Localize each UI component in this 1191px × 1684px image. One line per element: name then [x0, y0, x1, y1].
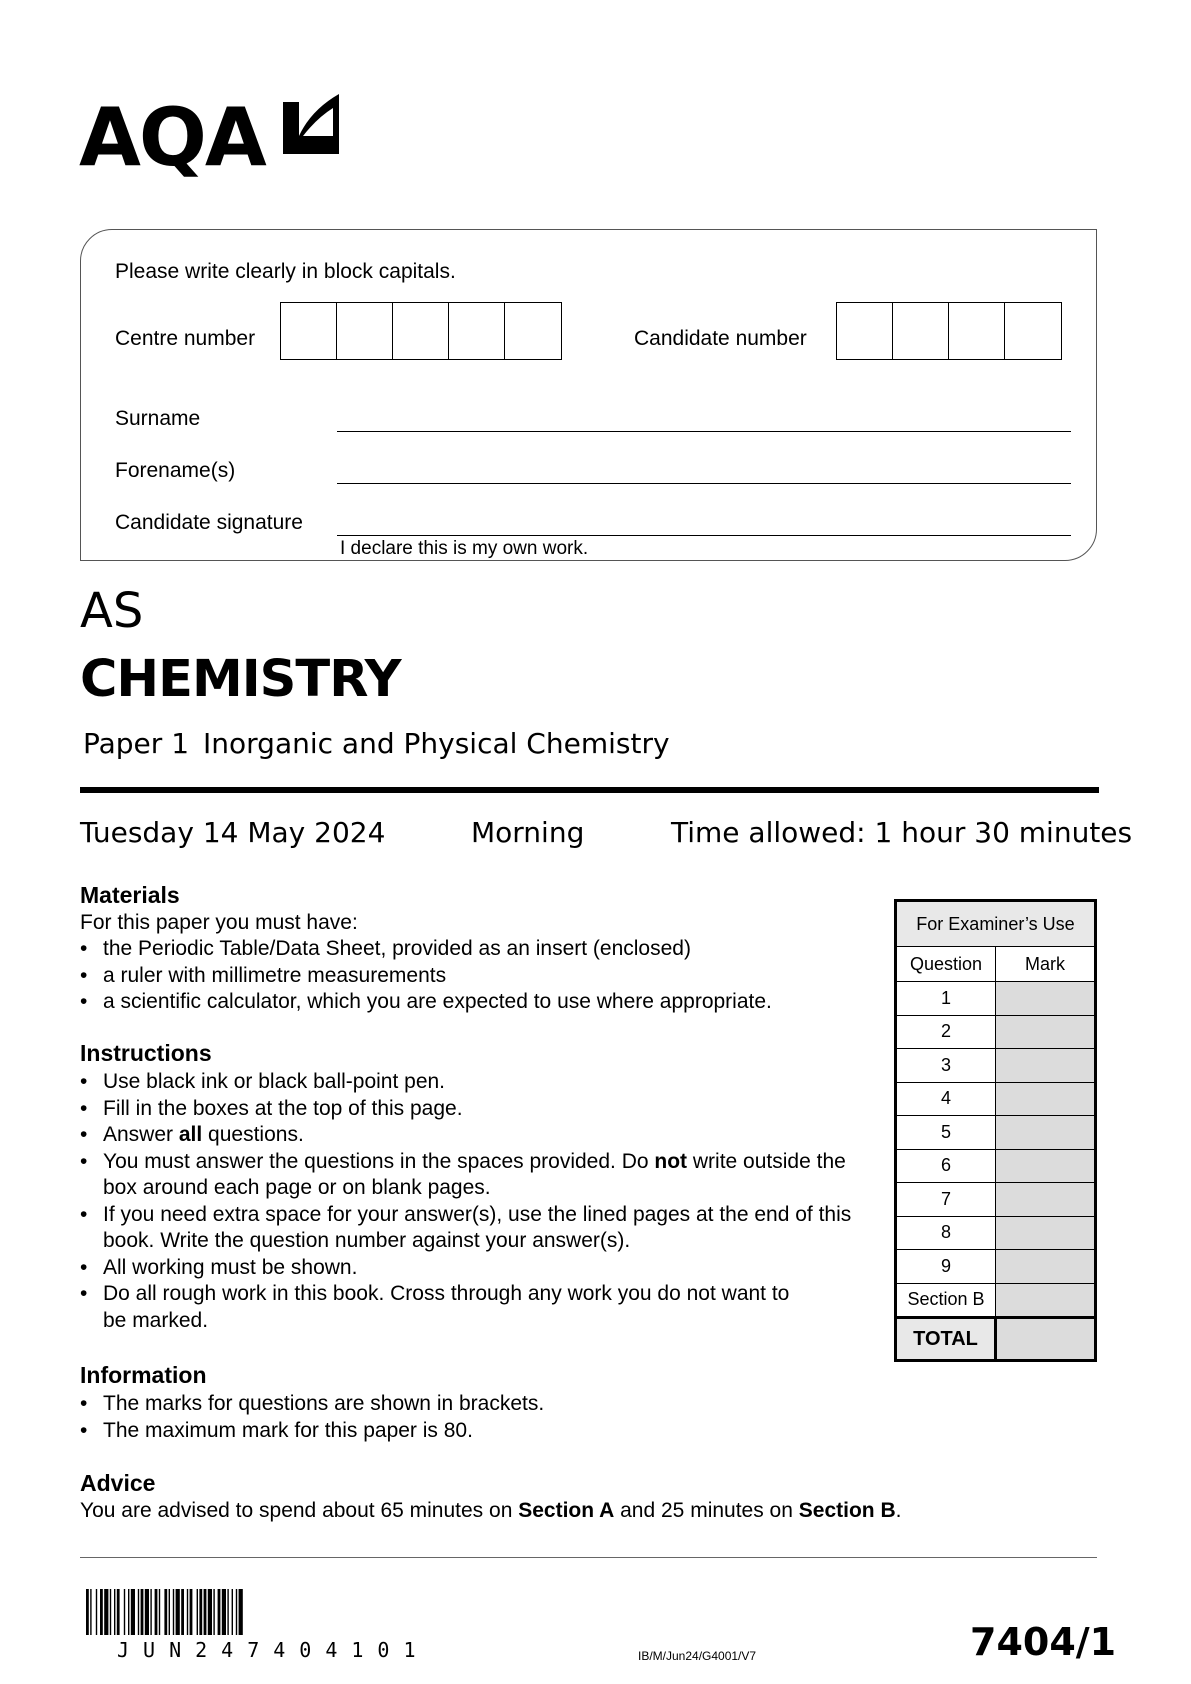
block-capitals-instruction: Please write clearly in block capitals.	[115, 260, 456, 283]
paper-code: 7404/1	[970, 1620, 1117, 1664]
list-item: • Use black ink or black ball-point pen.	[80, 1069, 870, 1096]
candidate-digit-box[interactable]	[837, 303, 893, 359]
total-mark-cell[interactable]	[996, 1318, 1096, 1361]
barcode-bar	[145, 1589, 149, 1635]
list-item: • Fill in the boxes at the top of this page.	[80, 1096, 870, 1123]
question-number: 8	[896, 1216, 996, 1250]
question-number: 6	[896, 1149, 996, 1183]
centre-digit-box[interactable]	[449, 303, 505, 359]
question-number: 5	[896, 1116, 996, 1150]
barcode-bar	[176, 1589, 180, 1635]
instructions-list	[80, 1069, 870, 1334]
centre-number-label: Centre number	[115, 327, 256, 350]
mark-cell[interactable]	[996, 1183, 1096, 1217]
barcode-number: JUN247404101	[117, 1638, 430, 1662]
centre-digit-box[interactable]	[337, 303, 393, 359]
candidate-details-box	[80, 229, 1097, 561]
list-item: • You must answer the questions in the spaces provided. Do not write outside the box around each page or on blank pages.	[80, 1149, 870, 1202]
mark-cell[interactable]	[996, 1049, 1096, 1083]
barcode-bar	[199, 1589, 202, 1635]
signature-label: Candidate signature	[115, 511, 303, 534]
list-item: • The marks for questions are shown in brackets.	[80, 1391, 880, 1418]
mark-cell[interactable]	[996, 1116, 1096, 1150]
candidate-number-label: Candidate number	[634, 327, 807, 350]
barcode-bar	[110, 1589, 111, 1635]
advice-heading: Advice	[80, 1470, 156, 1496]
mark-column-header: Mark	[996, 947, 1096, 982]
list-item: • If you need extra space for your answer(s), use the lined pages at the end of this book. Write the question number against your answer(s).	[80, 1202, 870, 1255]
time-allowed: Time allowed: 1 hour 30 minutes	[671, 816, 1133, 849]
centre-number-boxes[interactable]	[280, 302, 562, 360]
materials-intro: For this paper you must have:	[80, 911, 358, 934]
barcode-bar	[141, 1589, 144, 1635]
paper-number: Paper 1	[83, 727, 190, 760]
barcode-bar	[100, 1589, 103, 1635]
mark-cell[interactable]	[996, 1283, 1096, 1318]
barcode-bar	[222, 1589, 226, 1635]
barcode	[86, 1589, 466, 1635]
barcode-bar	[197, 1589, 198, 1635]
subject-title: CHEMISTRY	[80, 650, 401, 709]
reference-code: IB/M/Jun24/G4001/V7	[638, 1649, 757, 1663]
list-item: • a scientific calculator, which you are expected to use where appropriate.	[80, 989, 880, 1016]
barcode-bar	[208, 1589, 212, 1635]
question-number: 2	[896, 1015, 996, 1049]
centre-digit-box[interactable]	[393, 303, 449, 359]
barcode-bar	[117, 1589, 120, 1635]
barcode-bar	[213, 1589, 214, 1635]
barcode-bar	[236, 1589, 237, 1635]
question-column-header: Question	[896, 947, 996, 982]
barcode-bar	[181, 1589, 184, 1635]
barcode-bar	[164, 1589, 167, 1635]
barcode-bar	[169, 1589, 170, 1635]
header-divider	[80, 787, 1099, 793]
question-number: 9	[896, 1250, 996, 1284]
question-number: Section B	[896, 1283, 996, 1318]
barcode-bar	[227, 1589, 228, 1635]
barcode-bar	[187, 1589, 188, 1635]
list-item: • Do all rough work in this book. Cross through any work you do not want to be marked.	[80, 1281, 870, 1334]
mark-cell[interactable]	[996, 1216, 1096, 1250]
barcode-bar	[150, 1589, 151, 1635]
centre-digit-box[interactable]	[281, 303, 337, 359]
exam-date: Tuesday 14 May 2024	[80, 816, 386, 849]
barcode-bar	[204, 1589, 207, 1635]
barcode-bar	[124, 1589, 125, 1635]
barcode-bar	[159, 1589, 160, 1635]
exam-session: Morning	[471, 816, 585, 849]
question-number: 4	[896, 1082, 996, 1116]
declaration-text: I declare this is my own work.	[340, 538, 589, 559]
barcode-bar	[104, 1589, 108, 1635]
information-list	[80, 1391, 880, 1444]
mark-cell[interactable]	[996, 982, 1096, 1016]
mark-cell[interactable]	[996, 1149, 1096, 1183]
barcode-bar	[173, 1589, 174, 1635]
barcode-bar	[114, 1589, 115, 1635]
list-item: • a ruler with millimetre measurements	[80, 963, 880, 990]
forenames-label: Forename(s)	[115, 459, 236, 482]
mark-cell[interactable]	[996, 1015, 1096, 1049]
surname-label: Surname	[115, 407, 201, 430]
barcode-bar	[131, 1589, 135, 1635]
paper-name: Inorganic and Physical Chemistry	[203, 727, 670, 760]
mark-cell[interactable]	[996, 1082, 1096, 1116]
logo-text: AQA	[79, 91, 265, 184]
barcode-bar	[138, 1589, 139, 1635]
barcode-bar	[155, 1589, 158, 1635]
candidate-number-boxes[interactable]	[836, 302, 1062, 360]
candidate-digit-box[interactable]	[893, 303, 949, 359]
barcode-bar	[96, 1589, 97, 1635]
examiner-use-table	[894, 899, 1097, 1362]
list-item: • The maximum mark for this paper is 80.	[80, 1418, 880, 1445]
candidate-digit-box[interactable]	[1005, 303, 1061, 359]
surname-field[interactable]	[337, 431, 1071, 432]
barcode-bar	[232, 1589, 233, 1635]
paper-title	[83, 727, 670, 760]
barcode-bar	[86, 1589, 89, 1635]
barcode-bar	[218, 1589, 221, 1635]
barcode-bar	[128, 1589, 129, 1635]
barcode-bar	[239, 1589, 243, 1635]
instructions-heading: Instructions	[80, 1040, 212, 1066]
total-label: TOTAL	[896, 1318, 996, 1361]
signature-field[interactable]	[337, 535, 1071, 536]
question-number: 7	[896, 1183, 996, 1217]
barcode-bar	[190, 1589, 193, 1635]
materials-heading: Materials	[80, 882, 180, 908]
examiner-table-title: For Examiner’s Use	[896, 901, 1096, 947]
advice-text: You are advised to spend about 65 minutes on Section A and 25 minutes on Section B.	[80, 1499, 902, 1522]
footer-divider	[80, 1557, 1097, 1558]
question-number: 3	[896, 1049, 996, 1083]
list-item: • Answer all questions.	[80, 1122, 870, 1149]
information-heading: Information	[80, 1362, 207, 1388]
centre-digit-box[interactable]	[505, 303, 561, 359]
barcode-bar	[90, 1589, 91, 1635]
candidate-digit-box[interactable]	[949, 303, 1005, 359]
list-item: • All working must be shown.	[80, 1255, 870, 1282]
forenames-field[interactable]	[337, 483, 1071, 484]
leaf-icon	[281, 92, 341, 154]
question-number: 1	[896, 982, 996, 1016]
list-item: • the Periodic Table/Data Sheet, provided as an insert (enclosed)	[80, 936, 880, 963]
aqa-logo	[79, 92, 339, 184]
materials-list	[80, 936, 880, 1016]
mark-cell[interactable]	[996, 1250, 1096, 1284]
level-title: AS	[80, 583, 144, 639]
